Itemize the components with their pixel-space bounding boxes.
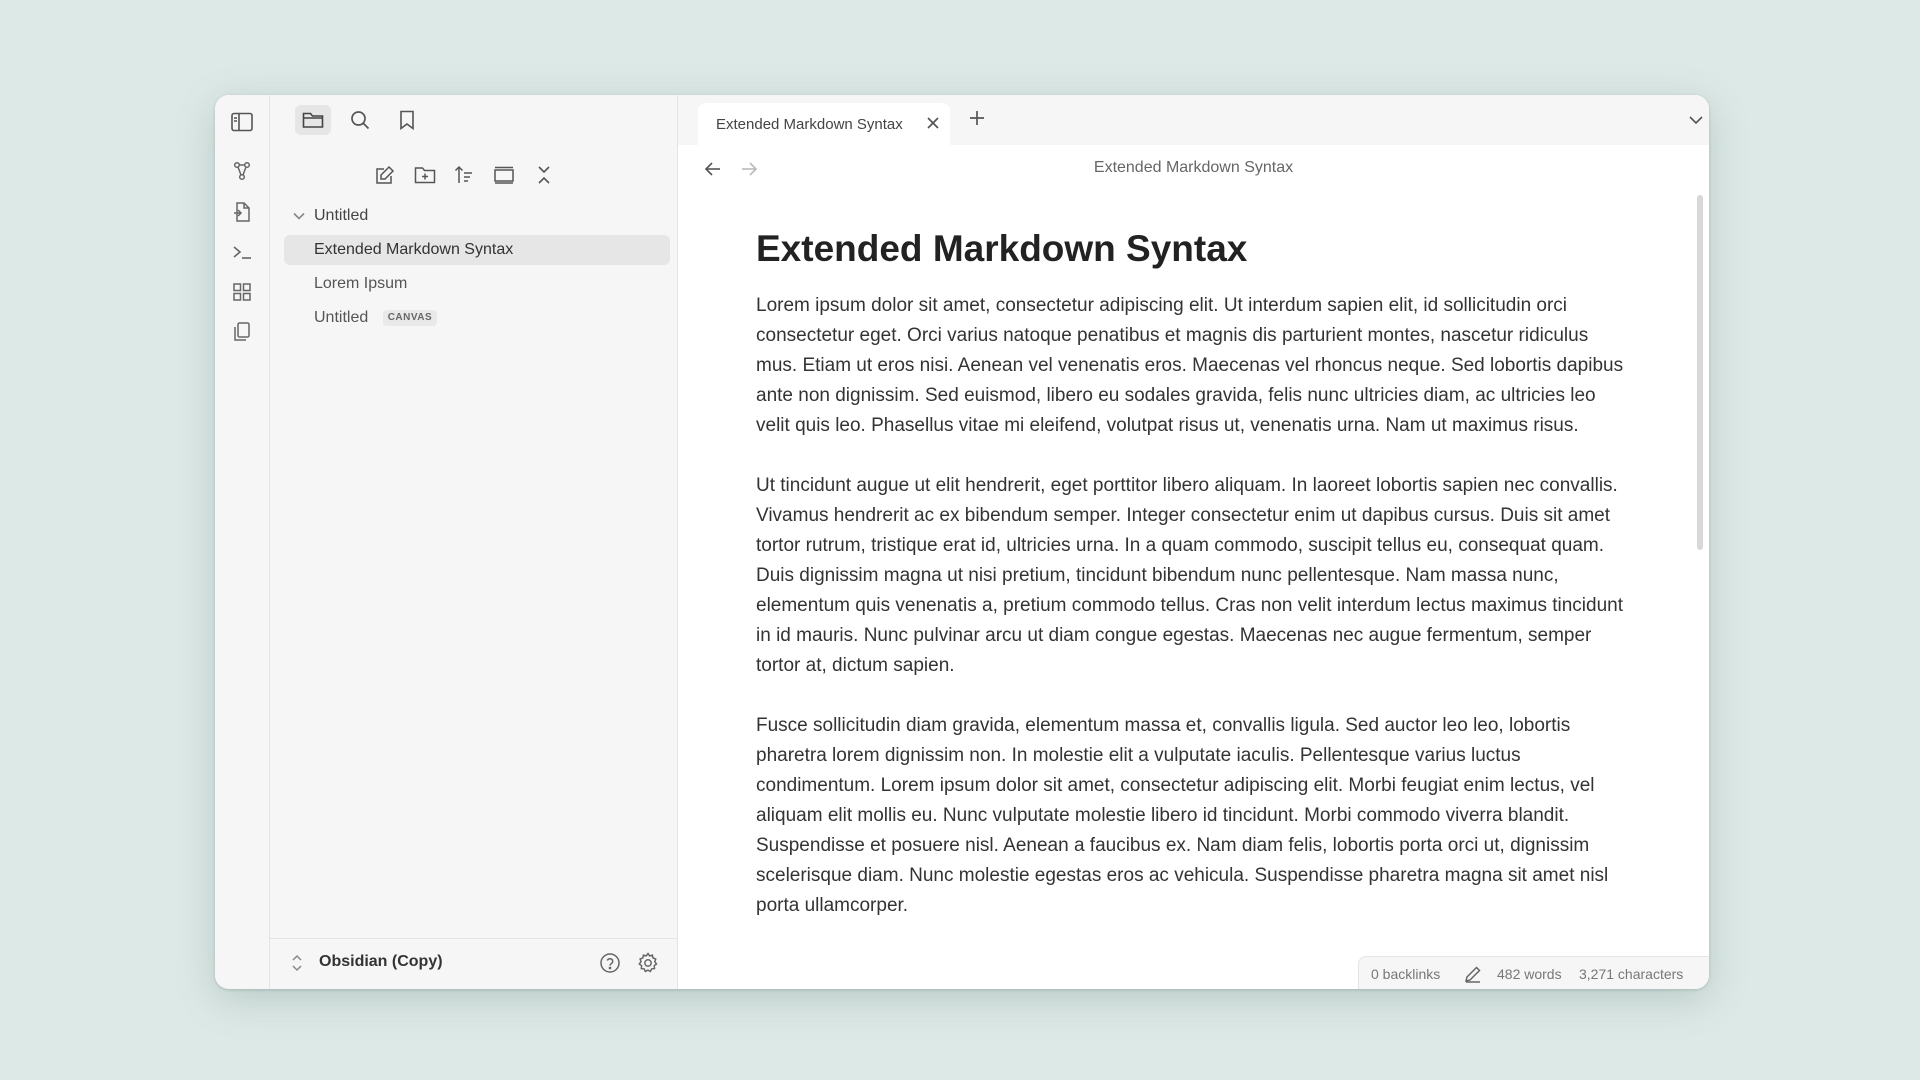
sort-icon[interactable] bbox=[449, 160, 479, 190]
chevron-down-icon bbox=[292, 209, 306, 223]
backlinks-count[interactable]: 0 backlinks bbox=[1371, 966, 1441, 982]
tab-label: Extended Markdown Syntax bbox=[716, 116, 903, 133]
sidebar-tabs bbox=[270, 95, 677, 145]
help-icon[interactable] bbox=[599, 952, 621, 974]
file-switch-icon[interactable] bbox=[228, 198, 256, 226]
ribbon bbox=[215, 95, 270, 989]
tab-list-chevron-down-icon[interactable] bbox=[1683, 107, 1709, 133]
file-explorer-actions bbox=[270, 157, 677, 193]
character-count: 3,271 characters bbox=[1579, 966, 1684, 982]
word-count: 482 words bbox=[1497, 966, 1562, 982]
note-content[interactable] bbox=[756, 223, 1634, 951]
view-header-title[interactable]: Extended Markdown Syntax bbox=[1093, 159, 1294, 176]
canvas-badge: CANVAS bbox=[383, 310, 437, 326]
terminal-icon[interactable] bbox=[228, 238, 256, 266]
status-bar bbox=[1358, 956, 1709, 989]
files-tab-folder-icon[interactable] bbox=[295, 105, 331, 135]
note-title: Extended Markdown Syntax bbox=[756, 228, 1248, 269]
new-note-icon[interactable] bbox=[370, 160, 400, 190]
collapse-view-icon[interactable] bbox=[489, 160, 519, 190]
view-header bbox=[678, 145, 1709, 193]
file-item-lorem-ipsum[interactable] bbox=[284, 269, 670, 299]
vault-switch-icon[interactable] bbox=[291, 954, 303, 972]
file-label: Lorem Ipsum bbox=[314, 275, 408, 292]
file-explorer-sidebar bbox=[270, 95, 678, 989]
paragraph: Ut tincidunt augue ut elit hendrerit, eget porttitor libero aliquam. In laoreet lobortis sapien nec convallis. Vivamus hendrerit ac ex bibendum semper. Integer consectetur enim ut dapibus cursus. Duis sit amet tortor rutrum, tristique erat id, ultricies urna. In a quam commodo, suscipit tellus eu, consequat quam. Duis dignissim magna ut nisi pretium, tincidunt bibendum nunc pellentesque. Nam massa nunc, elementum quis venenatis a, pretium commodo tellus. Cras non velit interdum lectus maximus tincidunt in id mauris. Nunc pulvinar arcu ut diam congue egestas. Maecenas nec augue fermentum, semper tortor at, dictum sapien. bbox=[756, 475, 1623, 676]
bookmark-icon[interactable] bbox=[389, 105, 425, 135]
editor-area bbox=[678, 95, 1709, 989]
graph-icon[interactable] bbox=[228, 157, 256, 185]
sidebar-toggle-icon[interactable] bbox=[228, 108, 256, 136]
new-tab-plus-icon[interactable] bbox=[968, 109, 986, 127]
folder-item-untitled[interactable] bbox=[284, 201, 670, 231]
close-icon[interactable] bbox=[926, 116, 940, 130]
blocks-icon[interactable] bbox=[228, 278, 256, 306]
tab-extended-markdown-syntax[interactable] bbox=[698, 103, 950, 145]
copy-icon[interactable] bbox=[228, 318, 256, 346]
settings-gear-icon[interactable] bbox=[637, 952, 659, 974]
folder-label: Untitled bbox=[314, 207, 369, 224]
app-window bbox=[215, 95, 1709, 989]
tab-bar bbox=[678, 95, 1709, 145]
file-tree bbox=[284, 201, 670, 337]
paragraph: Lorem ipsum dolor sit amet, consectetur adipiscing elit. Ut interdum sapien elit, id sollicitudin orci consectetur eget. Orci varius natoque penatibus et magnis dis parturient montes, nascetur ridiculus mus. Etiam ut eros nisi. Aenean vel venenatis eros. Maecenas vel rhoncus neque. Sed lobortis dapibus ante non dignissim. Sed euismod, libero eu sodales gravida, felis nunc ultricies diam, ac ultricies leo velit quis leo. Phasellus vitae mi eleifend, volutpat risus ut, venenatis urna. Nam ut maximus risus. bbox=[756, 295, 1624, 436]
pencil-edit-icon[interactable] bbox=[1464, 965, 1482, 983]
file-label: Untitled bbox=[314, 309, 369, 326]
vault-bar bbox=[270, 938, 677, 989]
new-folder-icon[interactable] bbox=[410, 160, 440, 190]
paragraph: Fusce sollicitudin diam gravida, elementum massa et, convallis ligula. Sed auctor leo leo, lobortis pharetra lorem dignissim non. In molestie elit a vulputate iaculis. Pellentesque varius luctus condimentum. Lorem ipsum dolor sit amet, consectetur adipiscing elit. Morbi feugiat enim lectus, vel aliquam elit mollis eu. Nunc vulputate molestie libero id tincidunt. Morbi commodo viverra blandit. Suspendisse et posuere nisl. Aenean a faucibus ex. Nam diam felis, lobortis porta orci ut, dignissim scelerisque diam. Nunc molestie egestas eros ac vehicula. Suspendisse pharetra magna sit amet nisl porta ullamcorper. bbox=[756, 715, 1609, 916]
file-item-extended-markdown-syntax[interactable] bbox=[284, 235, 670, 265]
file-label: Extended Markdown Syntax bbox=[314, 241, 514, 258]
collapse-all-icon[interactable] bbox=[529, 160, 559, 190]
vault-name[interactable]: Obsidian (Copy) bbox=[319, 953, 443, 970]
search-icon[interactable] bbox=[342, 105, 378, 135]
scrollbar[interactable] bbox=[1697, 195, 1703, 550]
file-item-untitled-canvas[interactable] bbox=[284, 303, 670, 333]
